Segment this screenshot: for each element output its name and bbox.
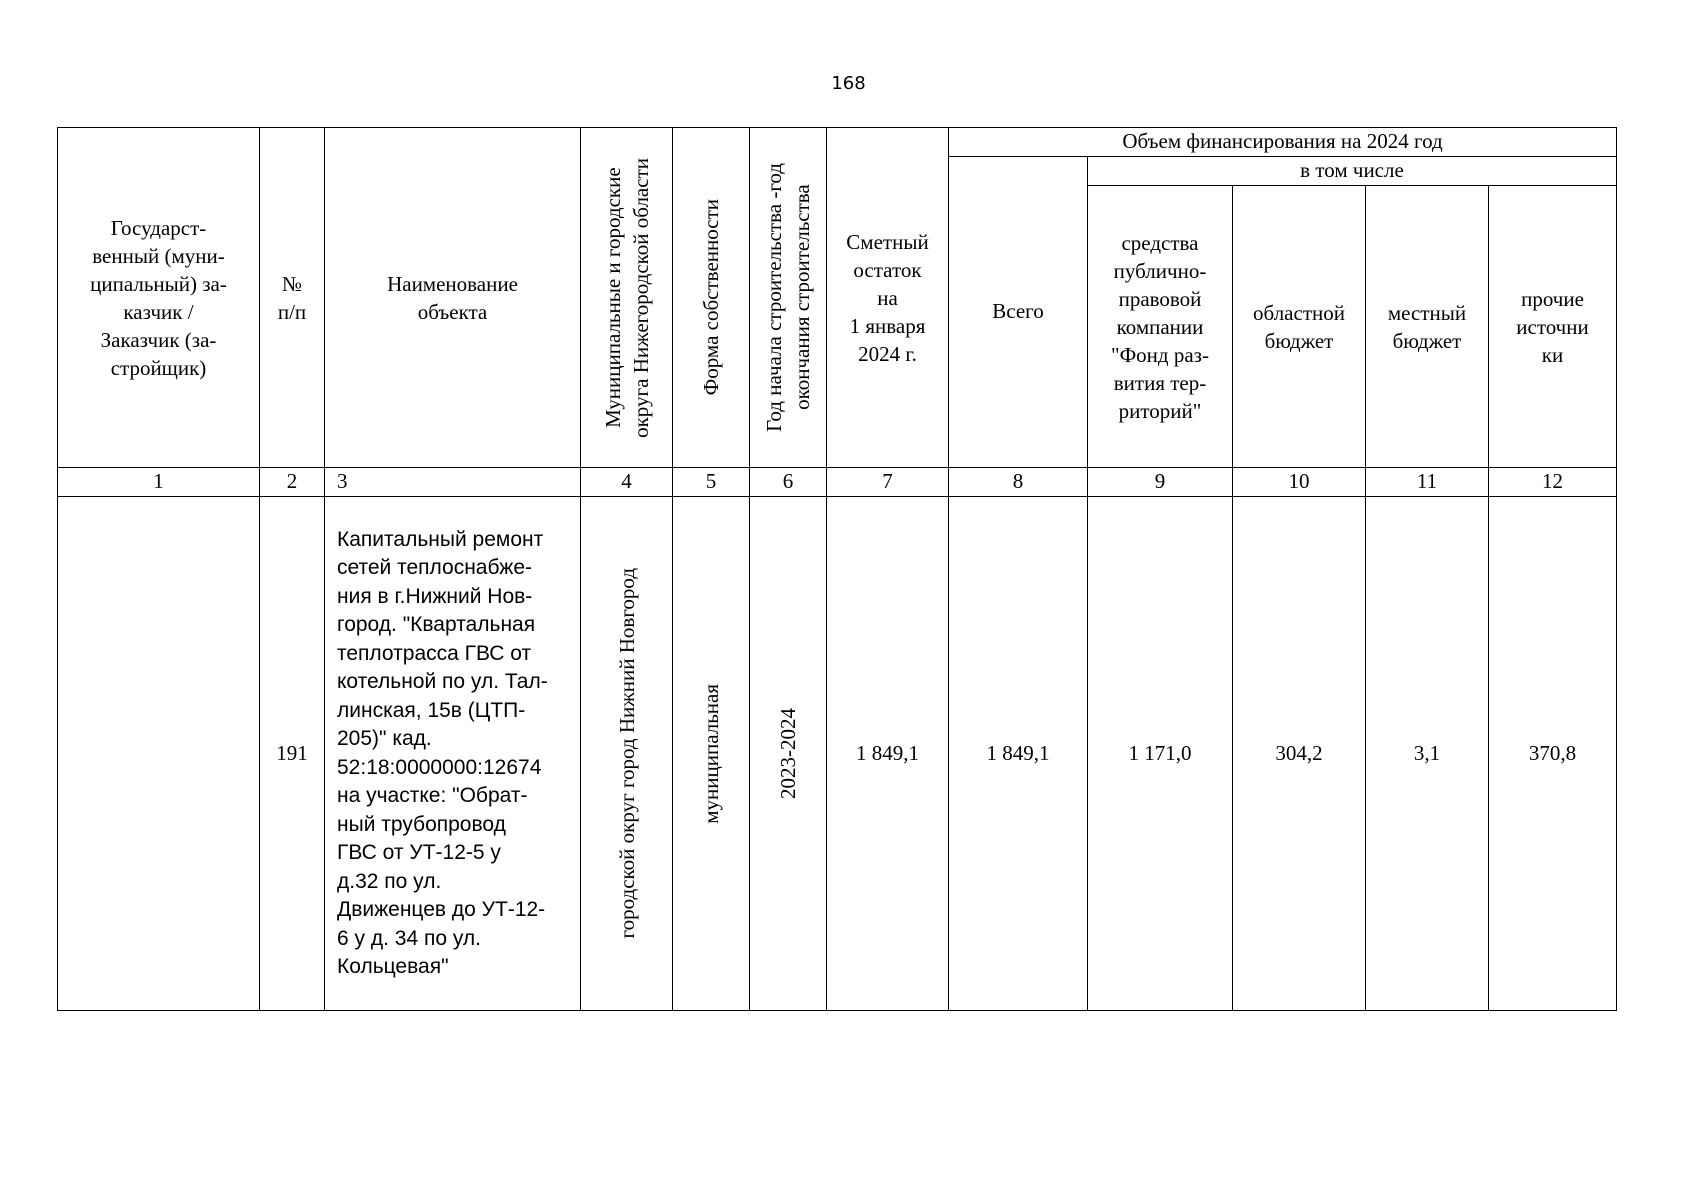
column-number: 4 — [581, 468, 673, 497]
column-number: 7 — [827, 468, 949, 497]
header-fund: средства публично- правовой компании "Фонд раз- вития тер- риторий" — [1088, 186, 1233, 468]
header-customer — [58, 128, 260, 468]
column-numbers-row — [58, 468, 1617, 497]
cell-ownership: муниципальная — [673, 497, 750, 1011]
cell-local: 3,1 — [1366, 497, 1489, 1011]
header-regional: областной бюджет — [1233, 186, 1366, 468]
header-municipal — [581, 128, 673, 468]
header-customer-text: Государст- венный (муни- ципальный) за- казчик / Заказчик (за- стройщик) — [90, 215, 227, 380]
cell-num: 191 — [260, 497, 325, 1011]
cell-object-name: Капитальный ремонт сетей теплоснабже- ния в г.Нижний Нов- город. "Квартальная теплотрасса ГВС от котельной по ул. Тал- линская, 15в (ЦТП- 205)" кад. 52:18:0000000:12674 на участке: "Обрат- ный трубопровод ГВС от УТ-12-5 у д.32 по ул. Движенцев до УТ-12- 6 у д. 34 по ул. Кольцевая" — [325, 497, 581, 1011]
table-row — [58, 497, 1617, 1011]
header-years-text: Год начала строительства -год окончания строительства — [762, 163, 814, 432]
header-other: прочие источни ки — [1489, 186, 1617, 468]
header-local: местный бюджет — [1366, 186, 1489, 468]
column-number: 12 — [1489, 468, 1617, 497]
column-number: 8 — [949, 468, 1088, 497]
cell-years: 2023-2024 — [750, 497, 827, 1011]
financing-table — [57, 127, 1617, 1011]
page-number: 168 — [831, 73, 866, 94]
column-number: 6 — [750, 468, 827, 497]
column-number: 3 — [325, 468, 581, 497]
header-municipal-text: Муниципальные и городские округа Нижегородской области — [600, 157, 653, 438]
header-years — [750, 128, 827, 468]
column-number: 1 — [58, 468, 260, 497]
column-number: 10 — [1233, 468, 1366, 497]
cell-other: 370,8 — [1489, 497, 1617, 1011]
column-number: 9 — [1088, 468, 1233, 497]
header-financing-title: Объем финансирования на 2024 год — [949, 128, 1617, 157]
cell-total: 1 849,1 — [949, 497, 1088, 1011]
cell-municipal: городской округ город Нижний Новгород — [581, 497, 673, 1011]
column-number: 11 — [1366, 468, 1489, 497]
header-including: в том числе — [1088, 157, 1617, 186]
column-number: 5 — [673, 468, 750, 497]
header-ownership: Форма собственности — [673, 128, 750, 468]
cell-fund: 1 171,0 — [1088, 497, 1233, 1011]
cell-estimate: 1 849,1 — [827, 497, 949, 1011]
cell-regional: 304,2 — [1233, 497, 1366, 1011]
header-estimate: Сметный остаток на 1 января 2024 г. — [827, 128, 949, 468]
column-number: 2 — [260, 468, 325, 497]
cell-customer — [58, 497, 260, 1011]
header-name: Наименование объекта — [325, 128, 581, 468]
header-total: Всего — [949, 157, 1088, 468]
header-num: № п/п — [260, 128, 325, 468]
